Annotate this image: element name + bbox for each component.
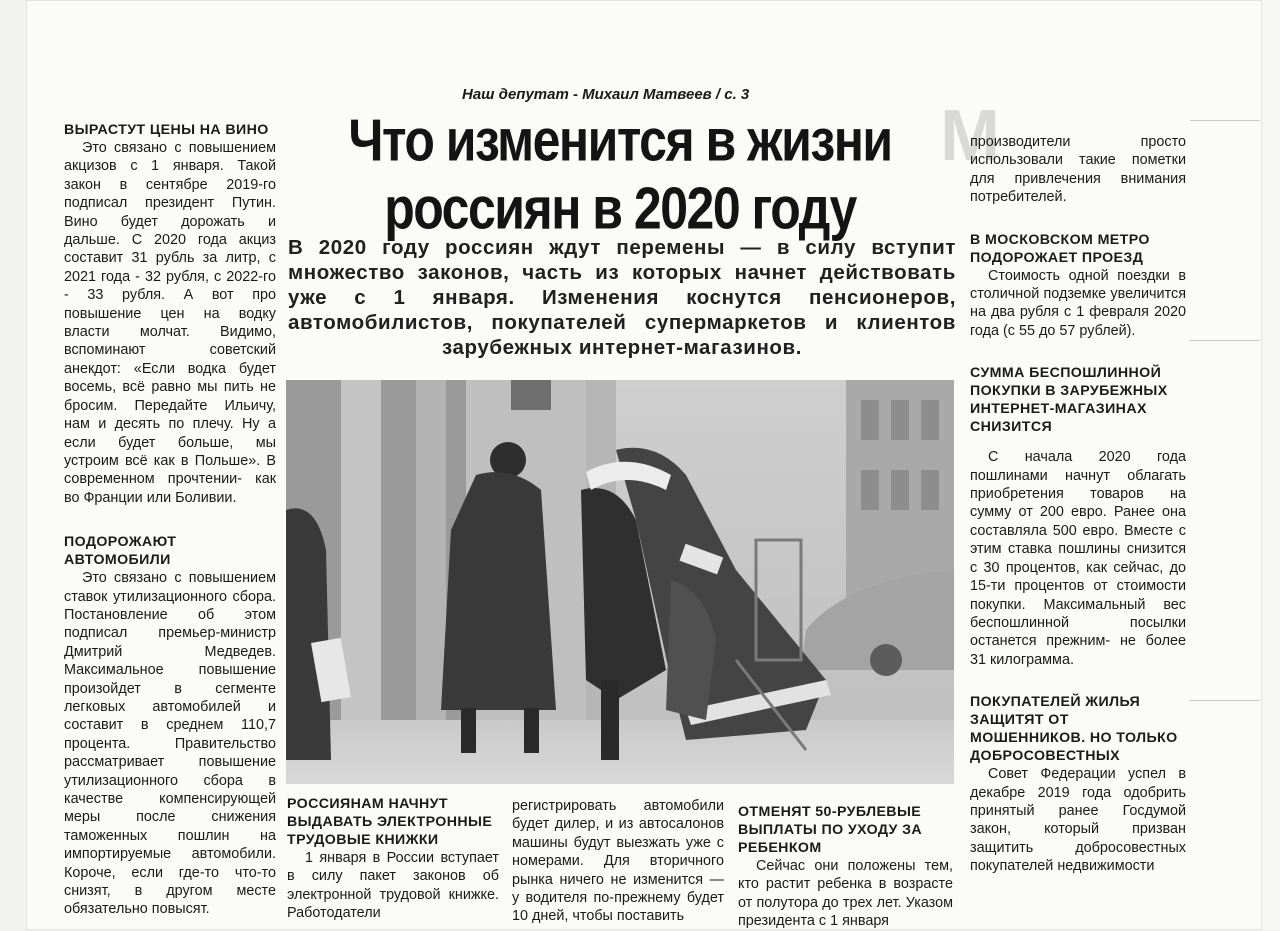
bleed-through-text: М: [940, 96, 1002, 176]
heading-housing: ПОКУПАТЕЛЕЙ ЖИЛЬЯ ЗАЩИТЯТ ОТ МОШЕННИКОВ. НО ТОЛЬКО ДОБРОСОВЕСТНЫХ: [970, 694, 1178, 765]
heading-metro: В МОСКОВСКОМ МЕТРО ПОДОРОЖАЕТ ПРОЕЗД: [970, 231, 1150, 266]
lead-paragraph: В 2020 году россиян ждут перемены — в силу вступит множество законов, часть из которых начнет действовать уже с 1 января. Изменения коснутся пенсионеров, автомобилистов, покупателей супермаркетов и клиентов зарубежных интернет-магазинов.: [288, 236, 956, 359]
heading-duty: СУММА БЕСПОШЛИННОЙ ПОКУПКИ В ЗАРУБЕЖНЫХ ИНТЕРНЕТ-МАГАЗИНАХ СНИЗИТСЯ: [970, 365, 1168, 436]
child-column: [738, 803, 953, 931]
text-cont: производители просто использовали такие пометки для привлечения внимания потребителей.: [970, 134, 1186, 206]
text-metro: Стоимость одной поездки в столичной подземке увеличится на два рубля с 1 февраля 2020 года (с 55 до 57 рублей).: [970, 267, 1186, 339]
text-child: Сейчас они положены тем, кто растит ребенка в возрасте от полутора до трех лет. Указом президента с 1 января: [738, 858, 953, 930]
heading-wine: ВЫРАСТУТ ЦЕНЫ НА ВИНО: [64, 122, 269, 138]
text-cars: Это связано с повышением ставок утилизационного сбора. Постановление об этом подписал премьер-министр Дмитрий Медведев. Максимальное повышение произойдет в сегменте легковых автомобилей и составит в среднем 110,7 процента. Правительство рассматривает повышение утилизационного сбора в качестве компенсирующей меры после снижения таможенных пошлин на импортируемые автомобили. Короче, если где-то что-то снизят, в другом месте обязательно повысят.: [64, 570, 276, 918]
heading-workbooks: РОССИЯНАМ НАЧНУТ ВЫДАВАТЬ ЭЛЕКТРОННЫЕ ТРУДОВЫЕ КНИЖКИ: [287, 796, 493, 848]
middle-column: [512, 797, 724, 926]
news-photo: [286, 380, 954, 784]
text-wine: Это связано с повышением акцизов с 1 января. Такой закон в сентябре 2019-го подписал президент Путин. Вино будет дорожать и дальше. С 2020 года акциз составит 31 рубль за литр, с 2021 года - 32 рубля, с 2022-го - 33 рубля. А вот про повышение цен на водку власти молчат. Видимо, вспоминают советский анекдот: «Если водка будет восемь, всё равно мы пить не бросим. Передайте Ильичу, нам и десять по плечу. Ну а если будет больше, мы устроим всё как в Польше». В современном прочтении- как во Франции или Боливии.: [64, 140, 276, 506]
workbooks-column: [287, 795, 499, 923]
heading-cars: ПОДОРОЖАЮТ АВТОМОБИЛИ: [64, 534, 177, 569]
text-middle: регистрировать автомобили будет дилер, и из автосалонов машины будут выезжать уже с номерами. Для вторичного рынка ничего не изменится — у водителя по-прежнему будет 10 дней, чтобы поставить: [512, 798, 724, 925]
kicker-line[interactable]: Наш депутат - Михаил Матвеев / с. 3: [462, 86, 750, 103]
headline: Что изменится в жизни россиян в 2020 году: [348, 107, 892, 242]
text-duty: С начала 2020 года пошлинами начнут облагать приобретения товаров на сумму от 200 евро. Ранее она составляла 500 евро. Вместе с этим ставка пошлины снизится с 30 процентов, как сейчас, до 15-ти процентов от стоимости покупки. Максимальный вес беспошлинной посылки останется прежним- не более 31 килограмма.: [970, 449, 1186, 668]
right-column: [970, 133, 1186, 876]
photo-image: [286, 380, 954, 784]
text-housing: Совет Федерации успел в декабре 2019 года одобрить принятый ранее Госдумой закон, который призван защитить добросовестных покупателей недвижимости: [970, 766, 1186, 875]
text-workbooks: 1 января в России вступает в силу пакет законов об электронной трудовой книжке. Работодатели: [287, 850, 499, 922]
page-edge: [1262, 0, 1280, 930]
heading-child: ОТМЕНЯТ 50-РУБЛЕВЫЕ ВЫПЛАТЫ ПО УХОДУ ЗА РЕБЕНКОМ: [738, 804, 923, 856]
left-column: [64, 121, 276, 919]
